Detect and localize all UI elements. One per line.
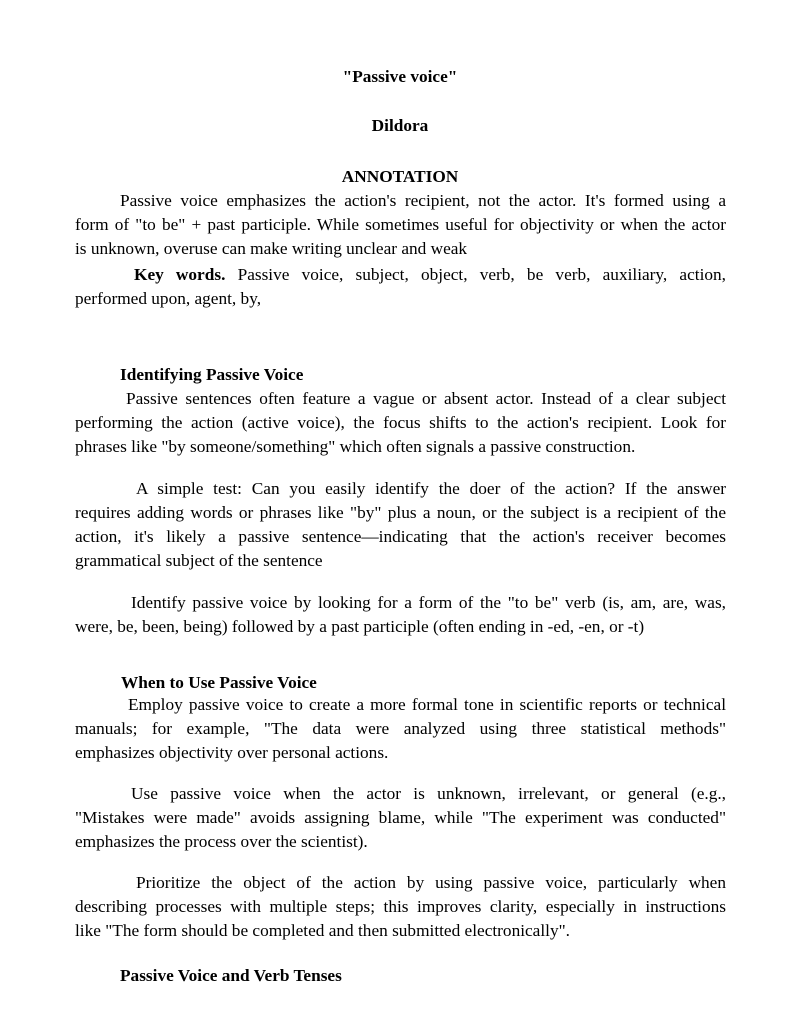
- paragraph-line: describing processes with multiple steps; this improves clarity, especially in instructions: [75, 897, 726, 916]
- paragraph-line: emphasizes objectivity over personal actions.: [75, 743, 389, 762]
- paragraph-line: action, it's likely a passive sentence—indicating that the action's receiver becomes: [75, 527, 726, 546]
- paragraph-line: Passive sentences often feature a vague or absent actor. Instead of a clear subject: [126, 389, 726, 408]
- annotation-line: form of "to be" + past participle. While sometimes useful for objectivity or when the actor: [75, 215, 726, 234]
- paragraph-line: like "The form should be completed and then submitted electronically".: [75, 921, 570, 940]
- paragraph-line: emphasizes the process over the scientist).: [75, 832, 368, 851]
- section-heading: Identifying Passive Voice: [120, 365, 304, 384]
- annotation-line: Passive voice emphasizes the action's recipient, not the actor. It's formed using a: [120, 191, 726, 210]
- paragraph-line: "Mistakes were made" avoids assigning blame, while "The experiment was conducted": [75, 808, 726, 827]
- paragraph-line: requires adding words or phrases like "by" plus a noun, or the subject is a recipient of the: [75, 503, 726, 522]
- paragraph-line: Prioritize the object of the action by using passive voice, particularly when: [136, 873, 726, 892]
- paragraph-line: Employ passive voice to create a more formal tone in scientific reports or technical: [128, 695, 726, 714]
- paragraph-line: manuals; for example, "The data were analyzed using three statistical methods": [75, 719, 726, 738]
- keywords-label: Key words.: [134, 265, 226, 284]
- paragraph-line: Use passive voice when the actor is unknown, irrelevant, or general (e.g.,: [131, 784, 726, 803]
- annotation-line: is unknown, overuse can make writing unclear and weak: [75, 239, 468, 258]
- document-title: "Passive voice": [342, 67, 458, 86]
- paragraph-line: A simple test: Can you easily identify the doer of the action? If the answer: [136, 479, 726, 498]
- keywords-line: performed upon, agent, by,: [75, 289, 262, 308]
- keywords-line: [134, 263, 726, 287]
- author-name: Dildora: [371, 116, 429, 135]
- section-heading: When to Use Passive Voice: [121, 673, 317, 692]
- keywords-list: Passive voice, subject, object, verb, be verb, auxiliary, action,: [237, 265, 726, 284]
- paragraph-line: Identify passive voice by looking for a form of the "to be" verb (is, am, are, was,: [131, 593, 726, 612]
- paragraph-line: phrases like "by someone/something" which often signals a passive construction.: [75, 437, 636, 456]
- annotation-heading: ANNOTATION: [341, 167, 459, 186]
- paragraph-line: grammatical subject of the sentence: [75, 551, 323, 570]
- paragraph-line: performing the action (active voice), the focus shifts to the action's recipient. Look for: [75, 413, 726, 432]
- paragraph-line: were, be, been, being) followed by a past participle (often ending in -ed, -en, or -t): [75, 617, 645, 636]
- section-heading: Passive Voice and Verb Tenses: [120, 966, 342, 985]
